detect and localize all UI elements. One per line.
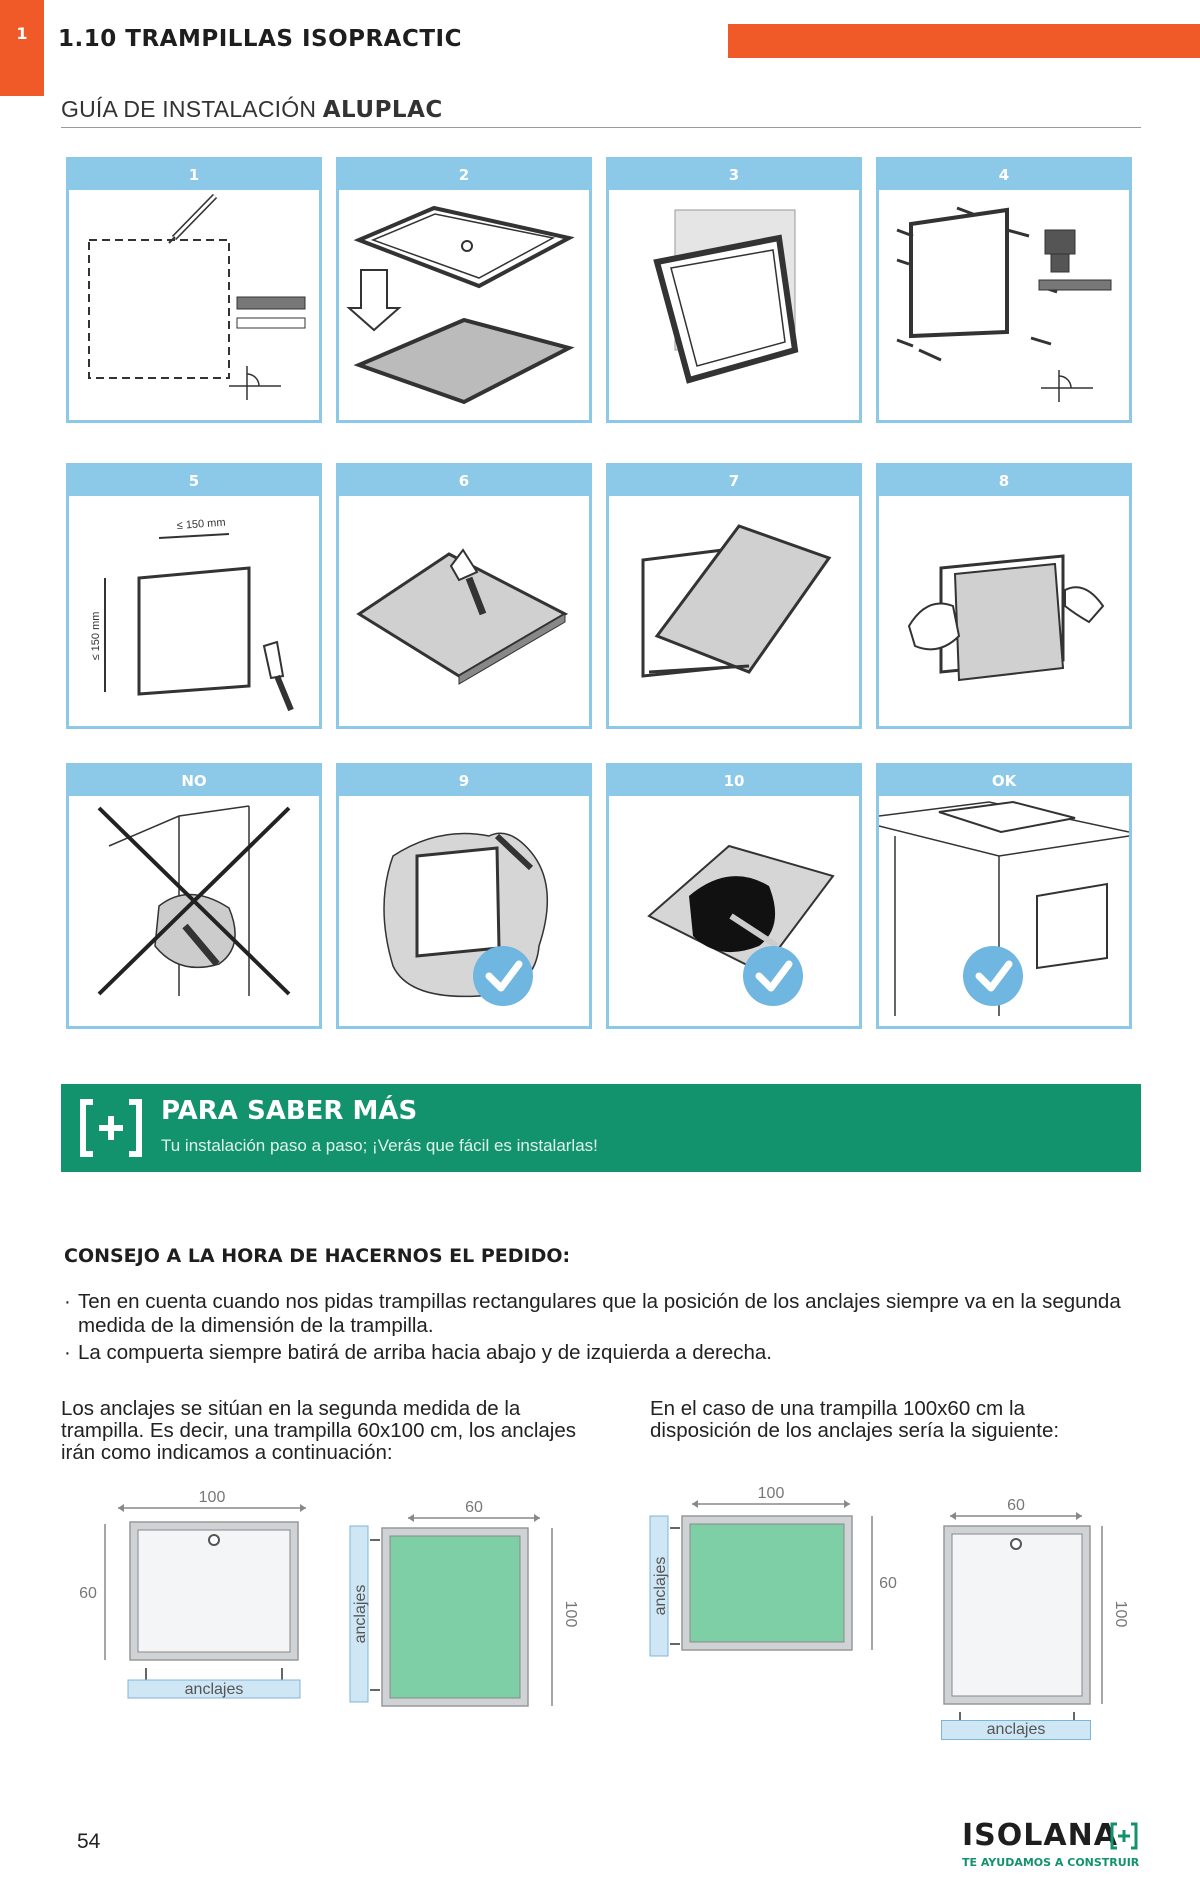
step-7-card xyxy=(606,463,862,729)
step-8-label: 8 xyxy=(879,466,1129,496)
section-title: 1.10 TRAMPILLAS ISOPRACTIC xyxy=(58,26,462,52)
more-info-title: PARA SABER MÁS xyxy=(161,1096,418,1126)
header-accent-bar xyxy=(728,24,1200,58)
advice-title: CONSEJO A LA HORA DE HACERNOS EL PEDIDO: xyxy=(64,1245,571,1267)
logo-name: ISOLANA xyxy=(962,1818,1118,1853)
step-2-label: 2 xyxy=(339,160,589,190)
step-2-card xyxy=(336,157,592,423)
anchors-label: anclajes xyxy=(652,1556,669,1616)
diagram-right-back xyxy=(650,1485,897,1656)
screw-anchors-illustration xyxy=(879,190,1129,420)
check-icon xyxy=(473,946,533,1006)
advice-bullet: · La compuerta siempre batirá de arriba hacia abajo y de izquierda a derecha. xyxy=(64,1341,1144,1365)
guide-brand: ALUPLAC xyxy=(322,97,443,123)
anchor-diagrams xyxy=(60,1480,1160,1730)
check-icon xyxy=(743,946,803,1006)
mark-outline-illustration xyxy=(69,190,319,420)
guide-title xyxy=(61,96,443,123)
height-label: 60 xyxy=(79,1585,97,1602)
width-label: 100 xyxy=(757,1485,785,1502)
anchors-label: anclajes xyxy=(352,1584,369,1644)
anchors-label-right-front: anclajes xyxy=(941,1720,1091,1740)
title-divider xyxy=(61,127,1141,128)
step-no-label: NO xyxy=(69,766,319,796)
isolana-logo xyxy=(962,1818,1140,1869)
dim-vertical: ≤ 150 mm xyxy=(90,611,102,661)
step-1-label: 1 xyxy=(69,160,319,190)
remove-door-illustration xyxy=(339,190,589,420)
close-door-illustration xyxy=(609,496,859,726)
step-10-card xyxy=(606,763,862,1029)
check-icon xyxy=(963,946,1023,1006)
insert-frame-illustration xyxy=(609,190,859,420)
final-fill-illustration xyxy=(609,796,859,1026)
apply-compound-illustration xyxy=(339,496,589,726)
step-4-card xyxy=(876,157,1132,423)
anchors-label: anclajes xyxy=(184,1681,244,1698)
dim-horizontal: ≤ 150 mm xyxy=(176,516,226,532)
press-door-illustration xyxy=(879,496,1129,726)
step-5-label: 5 xyxy=(69,466,319,496)
step-4-label: 4 xyxy=(879,160,1129,190)
height-label: 60 xyxy=(879,1575,897,1592)
advice-bullet: · Ten en cuenta cuando nos pidas trampillas rectangulares que la posición de los anclajes siempre va en la segunda medida de la dimensión de la trampilla. xyxy=(64,1290,1144,1338)
chapter-tab: 1 xyxy=(0,0,44,96)
step-ok-card xyxy=(876,763,1132,1029)
logo-tagline: TE AYUDAMOS A CONSTRUIR xyxy=(962,1856,1140,1869)
step-6-card xyxy=(336,463,592,729)
width-label: 60 xyxy=(465,1499,483,1516)
step-7-label: 7 xyxy=(609,466,859,496)
left-explanation: Los anclajes se sitúan en la segunda medida de la trampilla. Es decir, una trampilla 60x100 cm, los anclajes irán como indicamos a continuación: xyxy=(61,1397,577,1464)
more-info-subtitle: Tu instalación paso a paso; ¡Verás que fácil es instalarlas! xyxy=(161,1136,598,1155)
diagram-left-front xyxy=(79,1489,306,1698)
diagram-left-back xyxy=(350,1499,579,1706)
logo-plus-icon xyxy=(1110,1822,1138,1850)
more-info-banner xyxy=(61,1084,1141,1172)
step-no-card xyxy=(66,763,322,1029)
plus-bracket-icon xyxy=(79,1098,143,1158)
fix-plate-illustration xyxy=(69,496,319,726)
finished-result-illustration xyxy=(879,796,1129,1026)
ceiling-fill-illustration xyxy=(339,796,589,1026)
advice-list xyxy=(64,1290,1144,1368)
step-9-card xyxy=(336,763,592,1029)
step-ok-label: OK xyxy=(879,766,1129,796)
diagram-right-front xyxy=(944,1497,1129,1724)
wrong-installation-illustration xyxy=(69,796,319,1026)
step-10-label: 10 xyxy=(609,766,859,796)
step-9-label: 9 xyxy=(339,766,589,796)
right-explanation: En el caso de una trampilla 100x60 cm la disposición de los anclajes sería la siguiente: xyxy=(650,1397,1060,1442)
height-label: 100 xyxy=(1112,1600,1129,1628)
height-label: 100 xyxy=(562,1600,579,1628)
step-5-card xyxy=(66,463,322,729)
step-3-card xyxy=(606,157,862,423)
step-8-card xyxy=(876,463,1132,729)
step-6-label: 6 xyxy=(339,466,589,496)
step-3-label: 3 xyxy=(609,160,859,190)
width-label: 60 xyxy=(1007,1497,1025,1514)
width-label: 100 xyxy=(198,1489,226,1506)
page-number: 54 xyxy=(77,1830,101,1853)
step-1-card xyxy=(66,157,322,423)
guide-prefix: GUÍA DE INSTALACIÓN xyxy=(61,96,323,122)
